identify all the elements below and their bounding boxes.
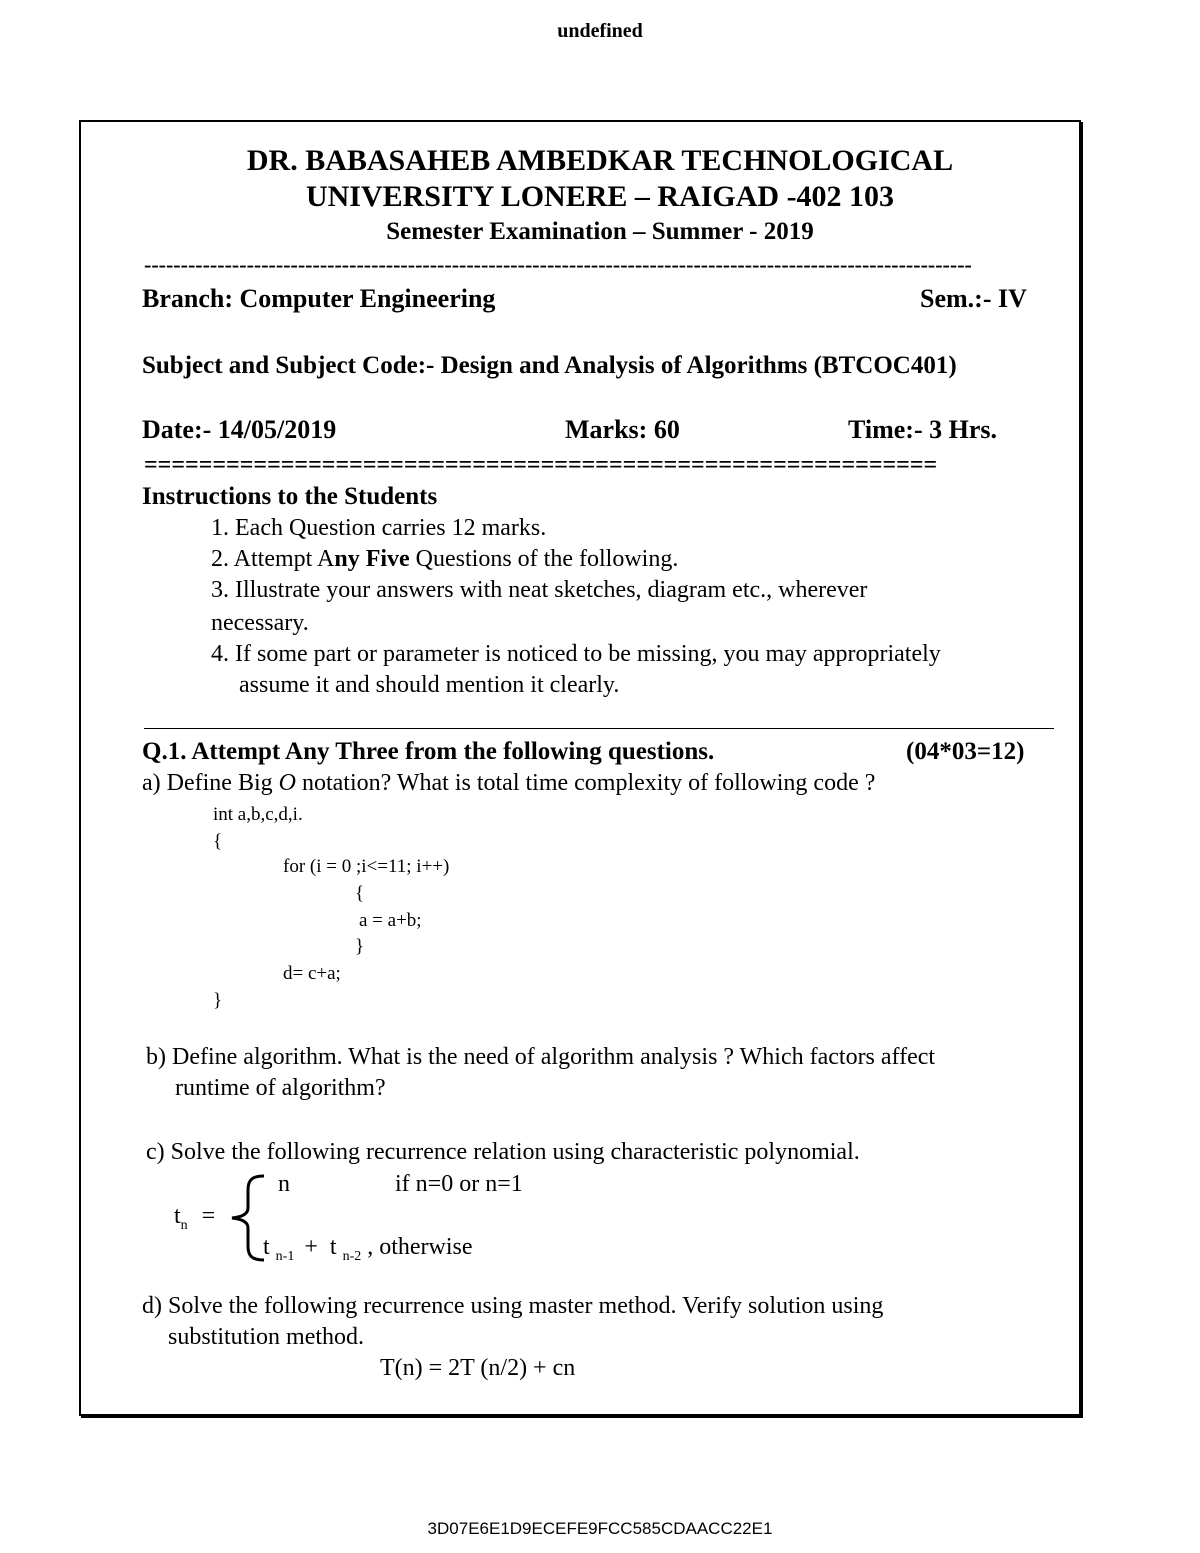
case2-expression bbox=[263, 1234, 473, 1265]
recurrence-t-subscript: n bbox=[180, 1217, 188, 1233]
q1c-line1: c) Solve the following recurrence relation using characteristic polynomial. bbox=[146, 1139, 860, 1165]
code-line-8: } bbox=[213, 990, 223, 1011]
exam-title: Semester Examination – Summer - 2019 bbox=[386, 218, 814, 245]
instruction-3-line1: 3. Illustrate your answers with neat sketches, diagram etc., wherever bbox=[211, 577, 868, 603]
code-line-1: int a,b,c,d,i. bbox=[213, 804, 303, 825]
case2-t1: t bbox=[263, 1234, 270, 1260]
subject-label: Subject and Subject Code:- Design and Analysis of Algorithms (BTCOC401) bbox=[142, 352, 957, 379]
code-line-6: } bbox=[355, 936, 365, 957]
recurrence-equals: = bbox=[201, 1203, 216, 1229]
equals-separator: ========================================================== bbox=[144, 452, 938, 478]
university-name-line1: DR. BABASAHEB AMBEDKAR TECHNOLOGICAL bbox=[246, 144, 954, 177]
case2-condition: , otherwise bbox=[367, 1234, 473, 1260]
q1b-line2: runtime of algorithm? bbox=[175, 1075, 386, 1101]
case2-sub2: n-2 bbox=[342, 1248, 362, 1264]
code-line-2: { bbox=[213, 831, 223, 852]
date-label: Date:- 14/05/2019 bbox=[142, 415, 337, 444]
q1d-formula: T(n) = 2T (n/2) + cn bbox=[380, 1355, 576, 1381]
q1b-line1: b) Define algorithm. What is the need of algorithm analysis ? Which factors affect bbox=[146, 1044, 936, 1070]
instruction-4-line2: assume it and should mention it clearly. bbox=[239, 672, 620, 698]
instruction-1: 1. Each Question carries 12 marks. bbox=[211, 515, 547, 541]
time-label: Time:- 3 Hrs. bbox=[848, 415, 997, 444]
instruction-2-start: 2. Attempt A bbox=[211, 546, 335, 572]
university-name-line2: UNIVERSITY LONERE – RAIGAD -402 103 bbox=[305, 180, 895, 213]
instruction-3-line2: necessary. bbox=[211, 610, 309, 636]
instructions-heading: Instructions to the Students bbox=[142, 483, 438, 510]
marks-label: Marks: 60 bbox=[565, 415, 680, 444]
code-line-5: a = a+b; bbox=[359, 910, 422, 931]
instruction-2 bbox=[211, 546, 678, 573]
case1-condition: if n=0 or n=1 bbox=[395, 1171, 523, 1197]
instruction-2-end: Questions of the following. bbox=[409, 546, 679, 572]
dash-separator: ----------------------------------------------------------------------------------------------------------------- bbox=[144, 252, 972, 277]
code-line-3: for (i = 0 ;i<=11; i++) bbox=[283, 856, 450, 877]
instruction-4-line1: 4. If some part or parameter is noticed to be missing, you may appropriately bbox=[211, 641, 941, 667]
left-brace-icon bbox=[228, 1172, 268, 1264]
code-line-4: { bbox=[355, 883, 365, 904]
q1d-line1: d) Solve the following recurrence using master method. Verify solution using bbox=[142, 1293, 884, 1319]
case2-plus: + bbox=[304, 1234, 318, 1260]
q1a-text-end: notation? What is total time complexity of following code ? bbox=[295, 770, 876, 796]
case2-sub1: n-1 bbox=[275, 1248, 295, 1264]
semester-label: Sem.:- IV bbox=[920, 284, 1027, 313]
q1a-text-start: a) Define Big bbox=[142, 770, 279, 796]
q1-marks: (04*03=12) bbox=[906, 738, 1025, 765]
recurrence-t: t bbox=[174, 1203, 181, 1229]
q1a-text bbox=[142, 770, 875, 797]
code-line-7: d= c+a; bbox=[283, 963, 341, 984]
document-code: 3D07E6E1D9ECEFE9FCC585CDAACC22E1 bbox=[427, 1519, 773, 1538]
q1d-line2: substitution method. bbox=[168, 1324, 365, 1350]
instruction-2-emphasis: ny Five bbox=[334, 546, 410, 572]
case1-value: n bbox=[278, 1171, 290, 1197]
page-header: undefined bbox=[557, 20, 643, 42]
recurrence-lhs bbox=[174, 1203, 215, 1234]
branch-label: Branch: Computer Engineering bbox=[142, 284, 496, 313]
q1a-big-o: O bbox=[278, 770, 296, 796]
underline-separator bbox=[144, 728, 1054, 729]
q1-heading: Q.1. Attempt Any Three from the following questions. bbox=[142, 738, 715, 765]
case2-t2: t bbox=[329, 1234, 337, 1260]
